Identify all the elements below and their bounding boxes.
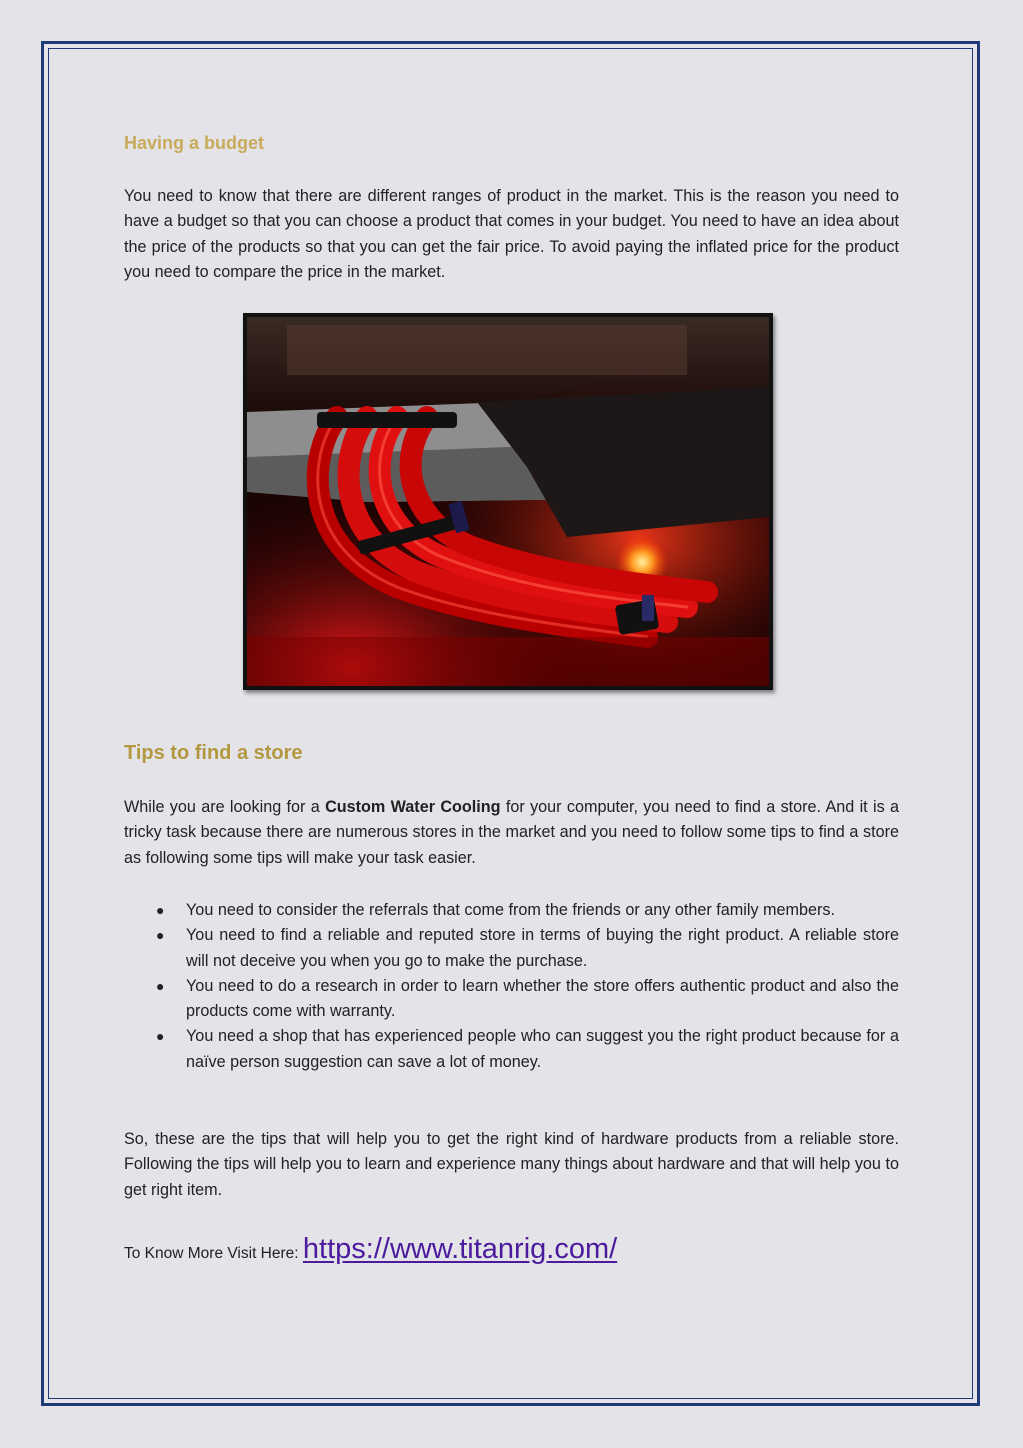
visit-label: To Know More Visit Here: — [124, 1245, 303, 1262]
intro-text-before: While you are looking for a — [124, 798, 326, 816]
bullet-icon: ● — [156, 977, 165, 994]
list-item-text: You need to find a reliable and reputed store in terms of buying the right product. A reliable store will not deceive you when you go to make the purchase. — [186, 926, 899, 970]
heading-having-a-budget: Having a budget — [124, 133, 265, 153]
tips-list — [156, 898, 899, 1075]
sleeved-red-cables-photo — [243, 313, 773, 690]
intro-text-after: for your computer, you need to find a store. And it is a tricky task because there are numerous stores in the market and you need to follow some tips to find a store as following some tips will make your task easier. — [124, 798, 900, 867]
titanrig-link[interactable]: https://www.titanrig.com/ — [302, 1233, 618, 1265]
budget-paragraph: You need to know that there are different ranges of product in the market. This is the reason you need to have a budget so that you can choose a product that comes in your budget. You need to have an idea about the price of the products so that you can get the fair price. To avoid paying the inflated price for the product you need to compare the price in the market. — [124, 187, 899, 281]
bullet-icon: ● — [156, 1028, 165, 1045]
cables-photo-icon — [247, 317, 769, 686]
conclusion-paragraph: So, these are the tips that will help you to get the right kind of hardware products from a reliable store. Following the tips will help you to learn and experience many things about hardware and that will help you to get right item. — [124, 1130, 899, 1199]
list-item-text: You need a shop that has experienced people who can suggest you the right product because for a naïve person suggestion can save a lot of money. — [186, 1027, 899, 1071]
visit-line — [124, 1233, 617, 1266]
list-item — [156, 974, 899, 1025]
list-item-text: You need to consider the referrals that come from the friends or any other family members. — [186, 901, 836, 919]
bullet-icon: ● — [156, 902, 165, 918]
list-item — [156, 1024, 899, 1075]
heading-tips-to-find-a-store: Tips to find a store — [124, 742, 303, 764]
list-item — [156, 898, 899, 923]
store-intro-paragraph — [124, 795, 899, 871]
bullet-icon: ● — [156, 927, 165, 944]
list-item-text: You need to do a research in order to learn whether the store offers authentic product and also the products come with warranty. — [186, 976, 899, 1021]
list-item — [156, 923, 899, 974]
custom-water-cooling-bold: Custom Water Cooling — [325, 798, 501, 816]
